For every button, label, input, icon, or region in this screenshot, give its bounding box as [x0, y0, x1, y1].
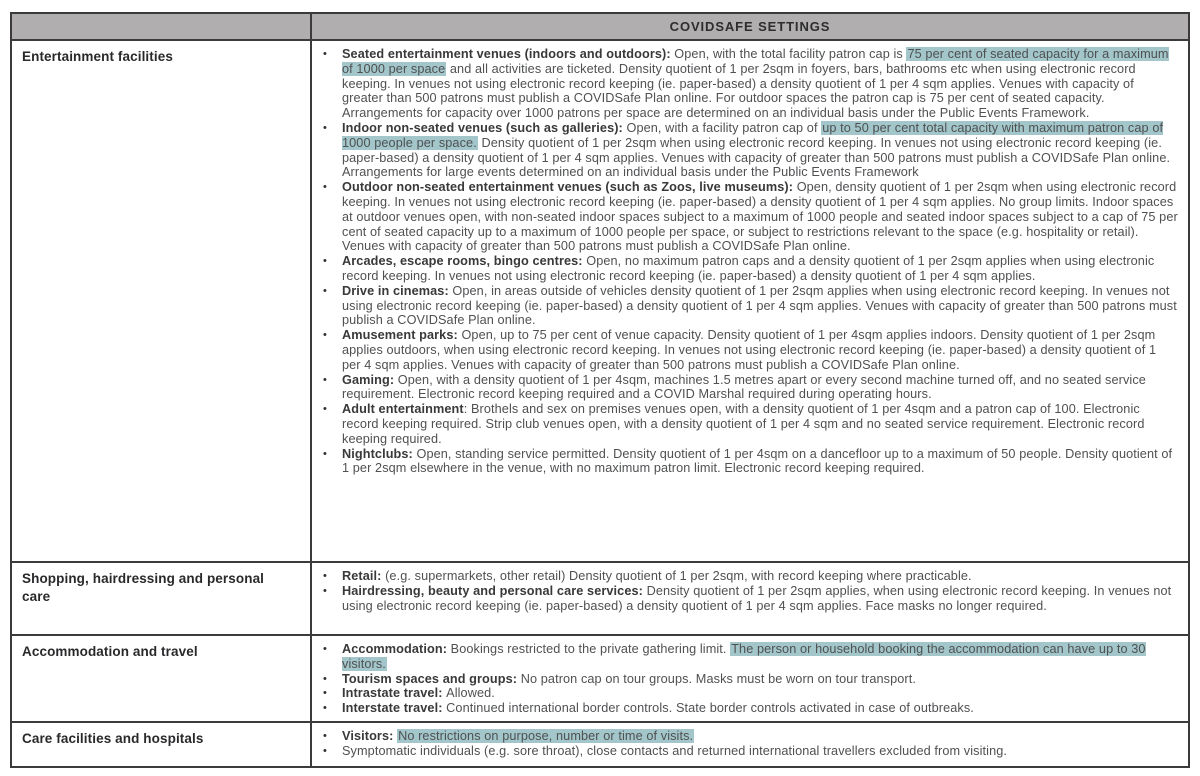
- table-body: [12, 39, 1188, 766]
- list-item-text: [342, 284, 1178, 328]
- item-lead-bold: Seated entertainment venues (indoors and outdoors):: [342, 47, 675, 61]
- list-item: [312, 254, 1178, 284]
- item-lead-bold: Drive in cinemas:: [342, 283, 453, 298]
- item-body-text: Allowed.: [446, 686, 495, 701]
- bullet-icon: •: [323, 329, 327, 342]
- highlighted-text: The person or household booking the accommodation can have up to 30 visitors.: [342, 642, 1146, 671]
- item-body-text: Continued international border controls. State border controls activated in case of outbreaks.: [446, 701, 974, 716]
- item-body-text: Open, no maximum patron caps and a density quotient of 1 per 2sqm applies when using electronic record keeping. In venues not using electronic record keeping (ie. paper-based) a density quotient of 1 per 4 sqm applies.: [342, 254, 1155, 283]
- table-row: [12, 39, 1188, 561]
- list-item: [312, 373, 1178, 403]
- table-row: [12, 634, 1188, 721]
- list-item: [312, 569, 1178, 584]
- list-item-text: [342, 402, 1178, 446]
- table-title: COVIDSAFE SETTINGS: [669, 19, 831, 34]
- item-lead-bold: Indoor non-seated venues (such as galleries):: [342, 120, 627, 135]
- item-lead-bold: Hairdressing, beauty and personal care services:: [342, 583, 647, 598]
- category-label: Entertainment facilities: [22, 49, 173, 64]
- item-lead-bold: Nightclubs:: [342, 446, 417, 461]
- list-item: [312, 284, 1178, 328]
- item-body-text: Open, density quotient of 1 per 2sqm when using electronic record keeping. In venues not using electronic record keeping (ie. paper-based) a density quotient of 1 per 4 sqm applies. No group limits. Indoor spaces at outdoor venues open, with non-seated indoor spaces subject to a maximum of 1000 people and seated indoor spaces subject to a cap of 75 per cent of seated capacity up to a maximum of 1000 people per space, or subject to restrictions relevant to the space (e.g. hospitality or retail). Venues with capacity of greater than 500 patrons must publish a COVIDSafe Plan online.: [342, 180, 1178, 254]
- settings-cell: [312, 723, 1188, 766]
- item-body-text: Open, standing service permitted. Density quotient of 1 per 4sqm on a dancefloor up to a maximum of 50 people. Density quotient of 1 per 2sqm elsewhere in the venue, with no maximum patron limit. Electronic record keeping required.: [342, 446, 1173, 476]
- category-cell: [12, 41, 312, 561]
- item-body-text: (e.g. supermarkets, other retail) Density quotient of 1 per 2sqm, with record keeping where practicable.: [385, 569, 972, 583]
- table-row: [12, 561, 1188, 634]
- item-body-text: Open, in areas outside of vehicles density quotient of 1 per 2sqm applies when using electronic record keeping. In venues not using electronic record keeping (ie. paper-based) a density quotient of 1 per 4 sqm applies. Venues with capacity of greater than 500 patrons must publish a COVIDSafe Plan online.: [342, 283, 1177, 328]
- item-body-text: Open, with a facility patron cap of: [626, 120, 822, 135]
- list-item: [312, 729, 1178, 744]
- item-body-text: Density quotient of 1 per 2sqm applies, when using electronic record keeping. In venues not using electronic record keeping (ie. paper-based) a density quotient of 1 per 4 sqm applies. Face masks no longer required.: [342, 583, 1172, 613]
- item-body-text: Open, with the total facility patron cap is: [674, 47, 907, 61]
- list-item: [312, 701, 1178, 716]
- bullet-icon: •: [323, 181, 327, 194]
- header-category-cell: [12, 14, 312, 39]
- bullet-icon: •: [323, 255, 327, 268]
- category-label: Shopping, hairdressing and personal care: [22, 571, 265, 604]
- list-item: [312, 642, 1178, 672]
- bullet-icon: •: [323, 687, 327, 700]
- item-lead-bold: Arcades, escape rooms, bingo centres:: [342, 254, 587, 269]
- list-item-text: [342, 47, 1178, 121]
- item-lead-bold: Gaming:: [342, 372, 398, 387]
- list-item-text: [342, 254, 1178, 284]
- list-item-text: [342, 701, 1178, 716]
- list-item-text: [342, 584, 1178, 614]
- list-item-text: [342, 180, 1178, 254]
- item-body-text: Open, up to 75 per cent of venue capacity. Density quotient of 1 per 4sqm applies indoors. Density quotient of 1 per 2sqm applies outdoors, when using electronic record keeping. In venues not using electronic record keeping (ie. paper-based) a density quotient of 1 per 4 sqm applies. Venues with capacity of greater than 500 patrons must publish a COVIDSafe Plan online.: [342, 328, 1157, 372]
- category-label: Accommodation and travel: [22, 644, 198, 659]
- bullet-icon: •: [323, 447, 327, 460]
- list-item-text: [342, 328, 1178, 372]
- list-item: [312, 47, 1178, 121]
- list-item-text: [342, 744, 1178, 759]
- highlighted-text: No restrictions on purpose, number or time of visits.: [398, 729, 694, 743]
- item-lead-bold: Tourism spaces and groups:: [342, 671, 521, 686]
- item-lead-bold: Adult entertainment: [342, 402, 464, 417]
- bullet-icon: •: [323, 744, 327, 757]
- list-item-text: [342, 447, 1178, 477]
- list-item: [312, 672, 1178, 687]
- header-settings-cell: [312, 14, 1188, 39]
- bullet-icon: •: [323, 702, 327, 715]
- bullet-icon: •: [323, 373, 327, 386]
- highlighted-text: 75 per cent of seated capacity for a maximum of 1000 per space: [342, 47, 1169, 76]
- list-item: [312, 584, 1178, 614]
- list-item-text: [342, 642, 1178, 672]
- item-lead-bold: Intrastate travel:: [342, 686, 447, 701]
- item-lead-bold: Outdoor non-seated entertainment venues (such as Zoos, live museums):: [342, 180, 797, 195]
- category-cell: [12, 723, 312, 766]
- category-cell: [12, 563, 312, 634]
- list-item: [312, 447, 1178, 477]
- list-item-text: [342, 729, 1178, 744]
- bullet-icon: •: [323, 284, 327, 297]
- bullet-icon: •: [323, 643, 327, 655]
- list-item: [312, 121, 1178, 180]
- item-body-text: Open, with a density quotient of 1 per 4sqm, machines 1.5 metres apart or every second machine turned off, and no seated service requirement. Electronic record keeping required and a COVID Marshal required during operating hours.: [342, 372, 1146, 402]
- item-body-text: : Brothels and sex on premises venues open, with a density quotient of 1 per 4sqm and a patron cap of 100. Electronic record keeping required. Strip club venues open, with a density quotient of 1 per 4 sqm and no seated service requirement. Electronic record keeping required.: [342, 402, 1145, 446]
- table-row: [12, 721, 1188, 766]
- bullet-icon: •: [323, 121, 327, 134]
- item-body-text: and all activities are ticketed. Density quotient of 1 per 2sqm in foyers, bars, bathrooms etc when using electronic record keeping. In venues not using electronic record keeping (ie. paper-based) a density quotient of 1 per 4 sqm applies. Venues with capacity of greater than 500 patrons must publish a COVIDSafe Plan online. For outdoor spaces the patron cap is 75 per cent of seated capacity. Arrangements for capacity over 1000 patrons per space are determined on an individual basis under the Public Events Framework.: [342, 61, 1136, 121]
- list-item-text: [342, 686, 1178, 701]
- covidsafe-settings-table: [10, 12, 1190, 768]
- bullet-icon: •: [323, 584, 327, 597]
- highlighted-text: up to 50 per cent total capacity with maximum patron cap of 1000 people per space.: [342, 120, 1164, 150]
- list-item-text: [342, 373, 1178, 403]
- bullet-icon: •: [323, 403, 327, 416]
- list-item: [312, 402, 1178, 446]
- table-header-row: [12, 14, 1188, 39]
- bullet-icon: •: [323, 570, 327, 582]
- item-lead-bold: Interstate travel:: [342, 701, 447, 716]
- item-body-text: Density quotient of 1 per 2sqm when using electronic record keeping. In venues not using electronic record keeping (ie. paper-based) a density quotient of 1 per 4 sqm applies. Venues with capacity of greater than 500 patrons must publish a COVIDSafe Plan online. Arrangements for large events determined on an individual basis under the Public Events Framework: [342, 135, 1171, 180]
- item-body-text: Symptomatic individuals (e.g. sore throat), close contacts and returned international travellers excluded from visiting.: [342, 743, 1008, 758]
- item-lead-bold: Retail:: [342, 569, 386, 583]
- list-item-text: [342, 672, 1178, 687]
- item-lead-bold: Visitors:: [342, 729, 398, 743]
- item-body-text: Bookings restricted to the private gathering limit.: [450, 642, 731, 656]
- category-label: Care facilities and hospitals: [22, 731, 204, 746]
- list-item: [312, 744, 1178, 759]
- bullet-icon: •: [323, 730, 327, 742]
- list-item: [312, 686, 1178, 701]
- settings-cell: [312, 41, 1188, 561]
- list-item-text: [342, 569, 1178, 584]
- item-body-text: No patron cap on tour groups. Masks must be worn on tour transport.: [520, 671, 916, 686]
- bullet-icon: •: [323, 672, 327, 685]
- bullet-icon: •: [323, 48, 327, 60]
- settings-cell: [312, 636, 1188, 721]
- list-item-text: [342, 121, 1178, 180]
- category-cell: [12, 636, 312, 721]
- item-lead-bold: Accommodation:: [342, 642, 451, 656]
- settings-cell: [312, 563, 1188, 634]
- item-lead-bold: Amusement parks:: [342, 328, 462, 343]
- list-item: [312, 328, 1178, 372]
- list-item: [312, 180, 1178, 254]
